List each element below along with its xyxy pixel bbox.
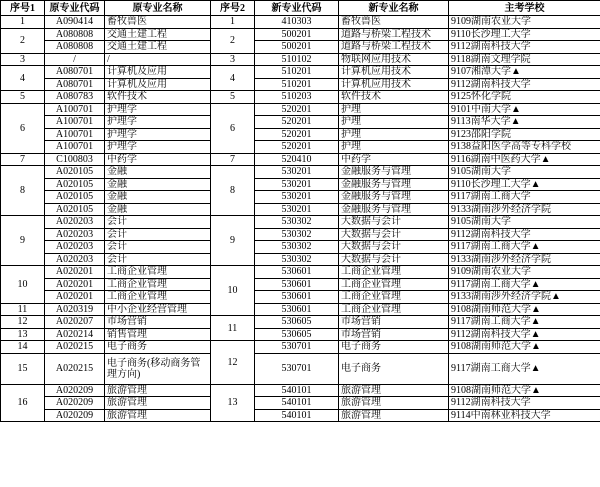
- orig-name-cell: 护理学: [105, 141, 211, 154]
- school-cell: 9117湖南工商大学: [449, 191, 600, 204]
- new-name-cell: 物联网应用技术: [339, 53, 449, 66]
- seq1-cell: 2: [1, 28, 45, 53]
- orig-name-cell: 销售管理: [105, 328, 211, 341]
- orig-code-cell: A020215: [45, 341, 105, 354]
- table-row: [1, 241, 600, 254]
- new-name-cell: 畜牧兽医: [339, 16, 449, 29]
- table-row: [1, 316, 600, 329]
- school-cell: 9133湖南涉外经济学院: [449, 203, 600, 216]
- new-name-cell: 金融服务与管理: [339, 178, 449, 191]
- orig-code-cell: A020214: [45, 328, 105, 341]
- school-cell: 9125怀化学院: [449, 91, 600, 104]
- table-row: [1, 41, 600, 54]
- seq1-cell: 8: [1, 166, 45, 216]
- school-cell: 9112湖南科技大学: [449, 78, 600, 91]
- new-code-cell: 530201: [255, 191, 339, 204]
- new-name-cell: 计算机应用技术: [339, 66, 449, 79]
- seq1-cell: 1: [1, 16, 45, 29]
- orig-code-cell: A100701: [45, 116, 105, 129]
- new-code-cell: 510201: [255, 78, 339, 91]
- new-code-cell: 540101: [255, 397, 339, 410]
- new-code-cell: 530302: [255, 228, 339, 241]
- orig-code-cell: A100701: [45, 103, 105, 116]
- table-row: [1, 216, 600, 229]
- new-name-cell: 道路与桥梁工程技术: [339, 28, 449, 41]
- orig-name-cell: 中小企业经营管理: [105, 303, 211, 316]
- orig-name-cell: 会计: [105, 228, 211, 241]
- new-name-cell: 旅游管理: [339, 384, 449, 397]
- orig-name-cell: 工商企业管理: [105, 278, 211, 291]
- new-code-cell: 520410: [255, 153, 339, 166]
- school-cell: 9138益阳医学高等专科学校: [449, 141, 600, 154]
- new-name-cell: 工商企业管理: [339, 278, 449, 291]
- orig-code-cell: A080783: [45, 91, 105, 104]
- table-row: [1, 178, 600, 191]
- orig-name-cell: /: [105, 53, 211, 66]
- new-name-cell: 大数据与会计: [339, 216, 449, 229]
- school-cell: 9108湖南师范大学▲: [449, 341, 600, 354]
- new-name-cell: 旅游管理: [339, 409, 449, 422]
- school-cell: 9101中南大学▲: [449, 103, 600, 116]
- orig-name-cell: 工商企业管理: [105, 266, 211, 279]
- school-cell: 9107湘潭大学▲: [449, 66, 600, 79]
- orig-code-cell: A080701: [45, 78, 105, 91]
- orig-code-cell: A020203: [45, 216, 105, 229]
- new-code-cell: 500201: [255, 41, 339, 54]
- seq2-cell: 10: [211, 266, 255, 316]
- orig-name-cell: 旅游管理: [105, 384, 211, 397]
- school-cell: 9133湖南涉外经济学院: [449, 253, 600, 266]
- header-seq2: 序号2: [211, 1, 255, 16]
- new-name-cell: 道路与桥梁工程技术: [339, 41, 449, 54]
- new-name-cell: 旅游管理: [339, 397, 449, 410]
- school-cell: 9108湖南师范大学▲: [449, 303, 600, 316]
- table-row: [1, 253, 600, 266]
- new-code-cell: 540101: [255, 384, 339, 397]
- new-code-cell: 540101: [255, 409, 339, 422]
- table-row: [1, 78, 600, 91]
- new-name-cell: 工商企业管理: [339, 303, 449, 316]
- seq2-cell: 13: [211, 384, 255, 422]
- seq1-cell: 5: [1, 91, 45, 104]
- orig-code-cell: A020209: [45, 397, 105, 410]
- table-row: [1, 103, 600, 116]
- orig-code-cell: A090414: [45, 16, 105, 29]
- orig-code-cell: A020201: [45, 291, 105, 304]
- new-name-cell: 电子商务: [339, 353, 449, 384]
- table-row: [1, 397, 600, 410]
- school-cell: 9113南华大学▲: [449, 116, 600, 129]
- new-name-cell: 工商企业管理: [339, 266, 449, 279]
- seq2-cell: 6: [211, 103, 255, 153]
- orig-name-cell: 交通土建工程: [105, 41, 211, 54]
- seq2-cell: 8: [211, 166, 255, 216]
- table-row: [1, 228, 600, 241]
- orig-name-cell: 护理学: [105, 116, 211, 129]
- new-code-cell: 510201: [255, 66, 339, 79]
- seq1-cell: 13: [1, 328, 45, 341]
- new-code-cell: 530701: [255, 353, 339, 384]
- new-code-cell: 520201: [255, 116, 339, 129]
- school-cell: 9112湖南科技大学: [449, 41, 600, 54]
- seq2-cell: 7: [211, 153, 255, 166]
- table-row: [1, 266, 600, 279]
- seq2-cell: 1: [211, 16, 255, 29]
- orig-name-cell: 计算机及应用: [105, 78, 211, 91]
- orig-name-cell: 会计: [105, 253, 211, 266]
- new-name-cell: 计算机应用技术: [339, 78, 449, 91]
- new-name-cell: 软件技术: [339, 91, 449, 104]
- orig-name-cell: 电子商务: [105, 341, 211, 354]
- header-orig-code: 原专业代码: [45, 1, 105, 16]
- orig-name-cell: 会计: [105, 216, 211, 229]
- new-code-cell: 530201: [255, 178, 339, 191]
- new-code-cell: 510203: [255, 91, 339, 104]
- orig-code-cell: A020319: [45, 303, 105, 316]
- table-row: [1, 53, 600, 66]
- new-code-cell: 530701: [255, 341, 339, 354]
- school-cell: 9108湖南师范大学▲: [449, 384, 600, 397]
- seq1-cell: 10: [1, 266, 45, 304]
- table-row: [1, 153, 600, 166]
- header-new-name: 新专业名称: [339, 1, 449, 16]
- table-row: [1, 66, 600, 79]
- new-name-cell: 护理: [339, 116, 449, 129]
- new-code-cell: 510102: [255, 53, 339, 66]
- orig-name-cell: 旅游管理: [105, 409, 211, 422]
- orig-code-cell: A080808: [45, 28, 105, 41]
- orig-name-cell: 电子商务(移动商务管理方向): [105, 353, 211, 384]
- table-row: [1, 291, 600, 304]
- orig-name-cell: 工商企业管理: [105, 291, 211, 304]
- seq1-cell: 7: [1, 153, 45, 166]
- seq2-cell: 2: [211, 28, 255, 53]
- orig-name-cell: 软件技术: [105, 91, 211, 104]
- orig-code-cell: A020207: [45, 316, 105, 329]
- school-cell: 9133湖南涉外经济学院▲: [449, 291, 600, 304]
- school-cell: 9114中南林业科技大学: [449, 409, 600, 422]
- orig-name-cell: 金融: [105, 178, 211, 191]
- new-code-cell: 530302: [255, 253, 339, 266]
- school-cell: 9112湖南科技大学: [449, 228, 600, 241]
- orig-name-cell: 交通土建工程: [105, 28, 211, 41]
- seq1-cell: 14: [1, 341, 45, 354]
- header-row: [1, 1, 600, 16]
- seq1-cell: 6: [1, 103, 45, 153]
- seq2-cell: 3: [211, 53, 255, 66]
- school-cell: 9117湖南工商大学▲: [449, 241, 600, 254]
- seq2-cell: 5: [211, 91, 255, 104]
- orig-name-cell: 金融: [105, 191, 211, 204]
- seq1-cell: 9: [1, 216, 45, 266]
- table-row: [1, 166, 600, 179]
- orig-code-cell: A020203: [45, 228, 105, 241]
- new-name-cell: 大数据与会计: [339, 241, 449, 254]
- new-code-cell: 530601: [255, 278, 339, 291]
- orig-name-cell: 金融: [105, 203, 211, 216]
- new-code-cell: 530605: [255, 328, 339, 341]
- orig-code-cell: A020105: [45, 178, 105, 191]
- new-name-cell: 护理: [339, 141, 449, 154]
- seq2-cell: 4: [211, 66, 255, 91]
- seq1-cell: 15: [1, 353, 45, 384]
- new-name-cell: 大数据与会计: [339, 228, 449, 241]
- table-row: [1, 203, 600, 216]
- new-code-cell: 530601: [255, 303, 339, 316]
- table-row: [1, 116, 600, 129]
- table-row: [1, 141, 600, 154]
- new-code-cell: 530601: [255, 266, 339, 279]
- seq1-cell: 3: [1, 53, 45, 66]
- header-orig-name: 原专业名称: [105, 1, 211, 16]
- orig-code-cell: A080701: [45, 66, 105, 79]
- header-new-code: 新专业代码: [255, 1, 339, 16]
- table-row: [1, 341, 600, 354]
- orig-code-cell: C100803: [45, 153, 105, 166]
- school-cell: 9105湖南大学: [449, 166, 600, 179]
- table-body: [1, 16, 600, 422]
- seq1-cell: 16: [1, 384, 45, 422]
- school-cell: 9117湖南工商大学▲: [449, 316, 600, 329]
- orig-code-cell: A020209: [45, 384, 105, 397]
- orig-name-cell: 会计: [105, 241, 211, 254]
- table-row: [1, 191, 600, 204]
- new-name-cell: 金融服务与管理: [339, 191, 449, 204]
- new-code-cell: 530201: [255, 203, 339, 216]
- new-name-cell: 金融服务与管理: [339, 203, 449, 216]
- orig-code-cell: A020215: [45, 353, 105, 384]
- new-code-cell: 530601: [255, 291, 339, 304]
- orig-code-cell: /: [45, 53, 105, 66]
- table-row: [1, 91, 600, 104]
- table-row: [1, 384, 600, 397]
- school-cell: 9116湖南中医药大学▲: [449, 153, 600, 166]
- new-name-cell: 护理: [339, 103, 449, 116]
- seq1-cell: 4: [1, 66, 45, 91]
- school-cell: 9123邵阳学院: [449, 128, 600, 141]
- header-school: 主考学校: [449, 1, 600, 16]
- orig-code-cell: A020201: [45, 278, 105, 291]
- school-cell: 9118湖南文理学院: [449, 53, 600, 66]
- new-name-cell: 金融服务与管理: [339, 166, 449, 179]
- orig-name-cell: 畜牧兽医: [105, 16, 211, 29]
- new-name-cell: 市场营销: [339, 316, 449, 329]
- school-cell: 9109湖南农业大学: [449, 16, 600, 29]
- seq2-cell: 11: [211, 316, 255, 341]
- new-code-cell: 530302: [255, 241, 339, 254]
- orig-code-cell: A100701: [45, 128, 105, 141]
- orig-name-cell: 市场营销: [105, 316, 211, 329]
- table-row: [1, 278, 600, 291]
- orig-code-cell: A020105: [45, 203, 105, 216]
- school-cell: 9110长沙理工大学: [449, 28, 600, 41]
- orig-name-cell: 护理学: [105, 128, 211, 141]
- orig-code-cell: A080808: [45, 41, 105, 54]
- seq1-cell: 11: [1, 303, 45, 316]
- orig-code-cell: A020105: [45, 191, 105, 204]
- orig-name-cell: 计算机及应用: [105, 66, 211, 79]
- table-row: [1, 409, 600, 422]
- orig-code-cell: A020203: [45, 253, 105, 266]
- orig-code-cell: A100701: [45, 141, 105, 154]
- table-row: [1, 16, 600, 29]
- table-row: [1, 303, 600, 316]
- new-code-cell: 500201: [255, 28, 339, 41]
- new-code-cell: 520201: [255, 103, 339, 116]
- new-name-cell: 护理: [339, 128, 449, 141]
- new-code-cell: 530201: [255, 166, 339, 179]
- seq2-cell: 12: [211, 341, 255, 385]
- seq2-cell: 9: [211, 216, 255, 266]
- orig-code-cell: A020201: [45, 266, 105, 279]
- new-code-cell: 530605: [255, 316, 339, 329]
- table-row: [1, 353, 600, 384]
- new-name-cell: 工商企业管理: [339, 291, 449, 304]
- school-cell: 9117湖南工商大学▲: [449, 353, 600, 384]
- table-row: [1, 128, 600, 141]
- orig-name-cell: 金融: [105, 166, 211, 179]
- new-name-cell: 中药学: [339, 153, 449, 166]
- orig-name-cell: 中药学: [105, 153, 211, 166]
- school-cell: 9112湖南科技大学: [449, 397, 600, 410]
- orig-name-cell: 护理学: [105, 103, 211, 116]
- seq1-cell: 12: [1, 316, 45, 329]
- new-code-cell: 410303: [255, 16, 339, 29]
- school-cell: 9112湖南科技大学▲: [449, 328, 600, 341]
- orig-code-cell: A020203: [45, 241, 105, 254]
- new-code-cell: 530302: [255, 216, 339, 229]
- new-name-cell: 电子商务: [339, 341, 449, 354]
- school-cell: 9110长沙理工大学▲: [449, 178, 600, 191]
- new-code-cell: 520201: [255, 141, 339, 154]
- school-cell: 9109湖南农业大学: [449, 266, 600, 279]
- orig-name-cell: 旅游管理: [105, 397, 211, 410]
- header-seq1: 序号1: [1, 1, 45, 16]
- orig-code-cell: A020105: [45, 166, 105, 179]
- orig-code-cell: A020209: [45, 409, 105, 422]
- table-row: [1, 28, 600, 41]
- new-code-cell: 520201: [255, 128, 339, 141]
- table-row: [1, 328, 600, 341]
- school-cell: 9105湖南大学: [449, 216, 600, 229]
- new-name-cell: 大数据与会计: [339, 253, 449, 266]
- new-name-cell: 市场营销: [339, 328, 449, 341]
- school-cell: 9117湖南工商大学▲: [449, 278, 600, 291]
